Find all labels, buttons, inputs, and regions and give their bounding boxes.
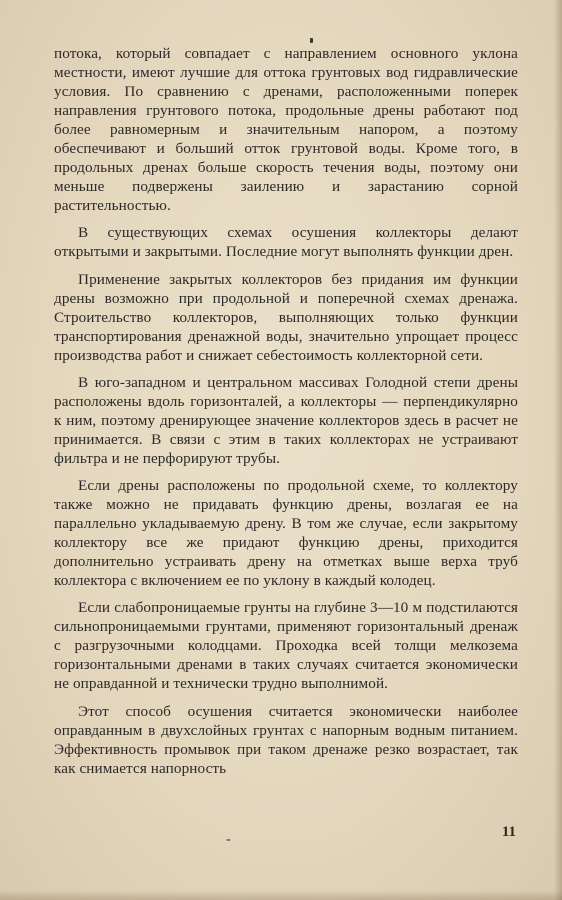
paragraph-5: Если дрены расположены по продольной схеме, то коллектору также можно не придавать функцию дрены, возлагая ее на параллельно укладываемую дрену. В том же случае, если закрытому коллектору все же придают функцию дрены, приходится дополнительно устраивать дрену на отметках выше верха труб коллектора с включением ее по уклону в каждый колодец. bbox=[54, 476, 518, 590]
page-bottom-shadow bbox=[0, 890, 562, 900]
page-edge-shadow bbox=[554, 0, 562, 900]
footer-dash: - bbox=[226, 832, 231, 847]
paragraph-7: Этот способ осушения считается экономически наиболее оправданным в двухслойных грунтах с напорным водным питанием. Эффективность промывок при таком дренаже резко возрастает, так как снимается напорность bbox=[54, 702, 518, 777]
paragraph-3: Применение закрытых коллекторов без придания им функции дрены возможно при продольной и поперечной схемах дренажа. Строительство коллекторов, выполняющих только функции транспортирования дренажной воды, значительно упрощает процесс производства работ и снижает себестоимость коллекторной сети. bbox=[54, 270, 518, 364]
print-mark bbox=[310, 38, 313, 43]
paragraph-4: В юго-западном и центральном массивах Голодной степи дрены расположены вдоль горизонталей, а коллекторы — перпендикулярно к ним, поэтому дренирующее значение коллекторов здесь в расчет не принимается. В связи с этим в таких коллекторах не устраивают фильтра и не перфорируют трубы. bbox=[54, 373, 518, 467]
page-number: 11 bbox=[501, 824, 516, 840]
paragraph-2: В существующих схемах осушения коллекторы делают открытыми и закрытыми. Последние могут выполнять функции дрен. bbox=[54, 224, 518, 261]
paragraph-1: потока, который совпадает с направлением основного уклона местности, имеют лучшие для оттока грунтовых вод гидравлические условия. По сравнению с дренами, расположенными поперек направления грунтового потока, продольные дрены работают под более равномерным и значительным напором, а поэтому обеспечивают и больший отток грунтовой воды. Кроме того, в продольных дренах больше скорость течения воды, поэтому они меньше подвержены заилению и зарастанию сорной растительностью. bbox=[54, 45, 518, 215]
paragraph-6: Если слабопроницаемые грунты на глубине 3—10 м подстилаются сильнопроницаемыми грунтами, применяют горизонтальный дренаж с разгрузочными колодцами. Проходка всей толщи мелкозема горизонтальными дренами в таких случаях считается экономически не оправданной и технически трудно выполнимой. bbox=[54, 599, 518, 693]
body-text bbox=[54, 44, 518, 778]
